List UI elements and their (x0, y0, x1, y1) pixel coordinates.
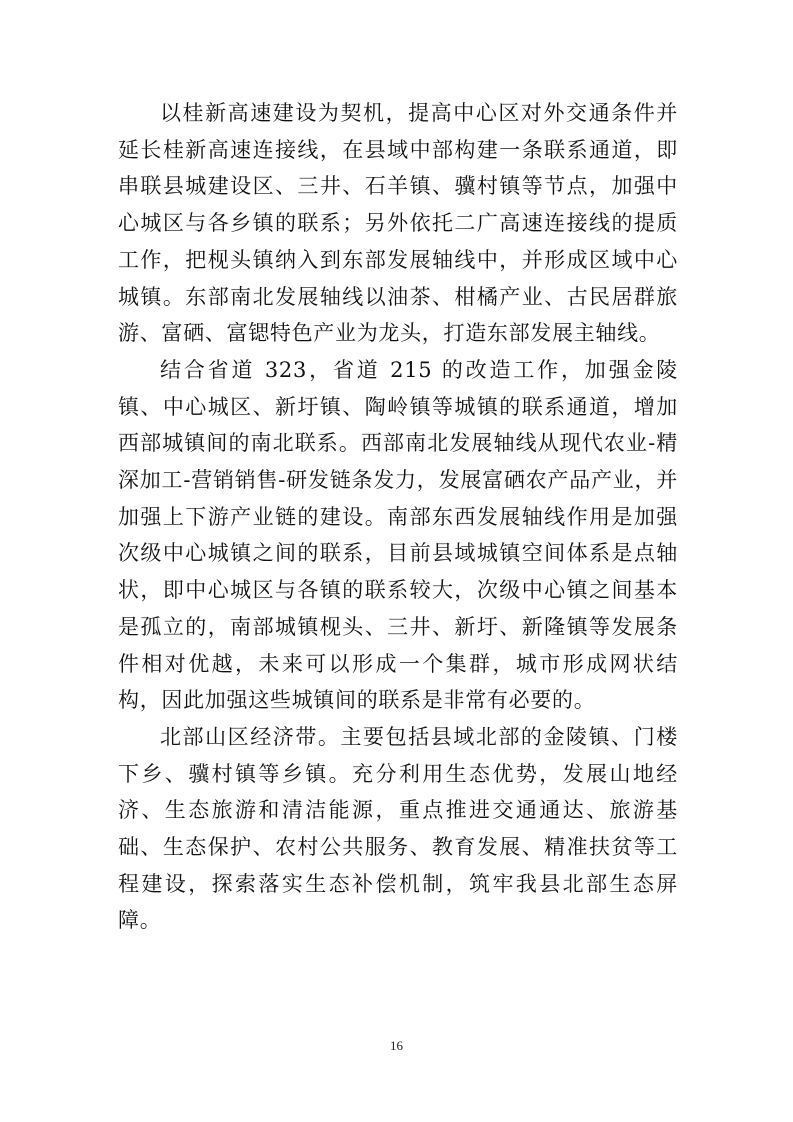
paragraph: 结合省道 323，省道 215 的改造工作，加强金陵镇、中心城区、新圩镇、陶岭镇等城镇的联系通道，增加西部城镇间的南北联系。西部南北发展轴线从现代农业-精深加工-营销销售-研发链条发力，发展富硒农产品产业，并加强上下游产业链的建设。南部东西发展轴线作用是加强次级中心城镇之间的联系，目前县域城镇空间体系是点轴状，即中心城区与各镇的联系较大，次级中心镇之间基本是孤立的，南部城镇枧头、三井、新圩、新隆镇等发展条件相对优越，未来可以形成一个集群，城市形成网状结构，因此加强这些城镇间的联系是非常有必要的。 (118, 357, 678, 713)
page-number: 16 (390, 1038, 403, 1053)
paragraph: 北部山区经济带。主要包括县域北部的金陵镇、门楼下乡、骥村镇等乡镇。充分利用生态优势，发展山地经济、生态旅游和清洁能源，重点推进交通通达、旅游基础、生态保护、农村公共服务、教育发展、精准扶贫等工程建设，探索落实生态补偿机制，筑牢我县北部生态屏障。 (118, 724, 678, 933)
body-text (118, 95, 678, 939)
paragraph: 以桂新高速建设为契机，提高中心区对外交通条件并延长桂新高速连接线，在县域中部构建一条联系通道，即串联县城建设区、三井、石羊镇、骥村镇等节点，加强中心城区与各乡镇的联系；另外依托二广高速连接线的提质工作，把枧头镇纳入到东部发展轴线中，并形成区域中心城镇。东部南北发展轴线以油茶、柑橘产业、古民居群旅游、富硒、富锶特色产业为龙头，打造东部发展主轴线。 (118, 101, 678, 346)
